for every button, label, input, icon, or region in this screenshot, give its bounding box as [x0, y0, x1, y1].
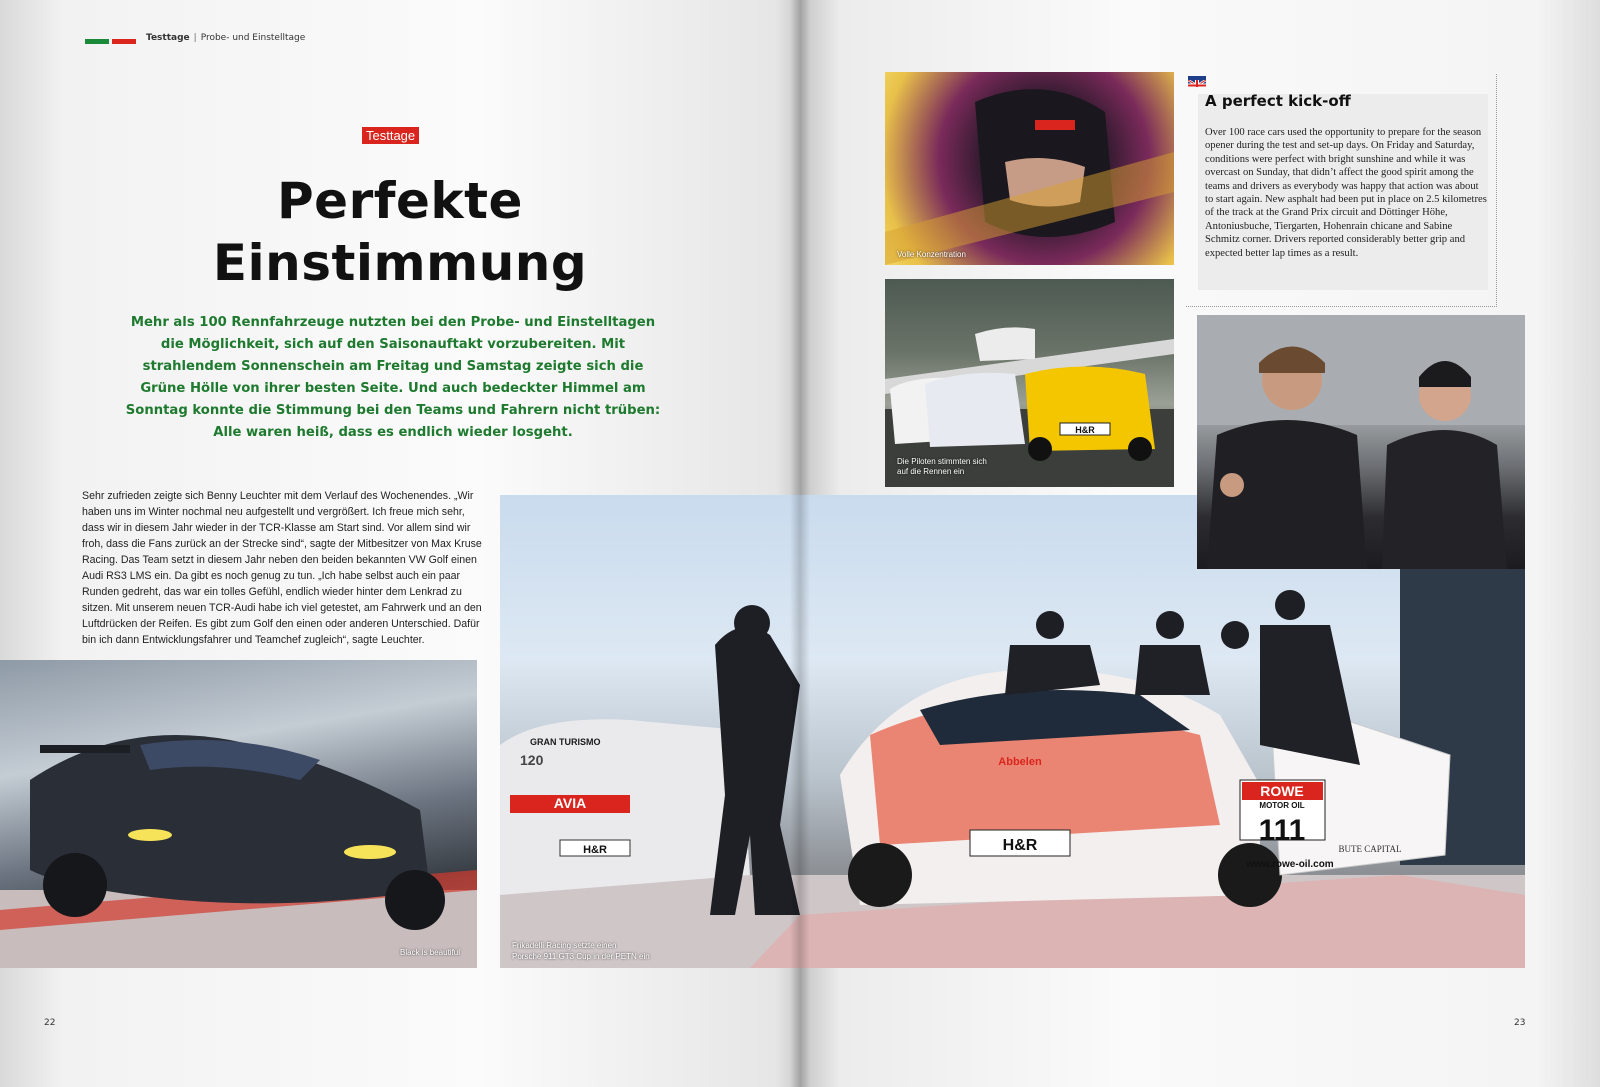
headline-line-2: Einstimmung: [212, 234, 588, 292]
subsection-label: Probe- und Einstelltage: [200, 33, 306, 43]
headline-line-1: Perfekte: [277, 172, 523, 230]
section-label: Testtage: [146, 33, 190, 43]
english-text: Over 100 race cars used the opportunity to prepare for the season opener during the test and set-up days. On Friday and Saturday, conditions were perfect with bright sunshine and while it was overcast on Sunday, that didn’t affect the good spirit among the teams and drivers as everybody was happy that action was about to start again. New asphalt had been put in place on 2.5 kilometres of the track at the Grand Prix circuit and Döttinger Höhe, Antoniusbuche, Tiergarten, Hohenrain chicane and Sabine Schmitz corner. Drivers reported considerably better grip and expected better lap times as a result.: [1205, 127, 1487, 259]
yellow-car-hr-plate: H&R: [1075, 425, 1095, 435]
rowe-url-text: www.rowe-oil.com: [1246, 859, 1334, 870]
flag-stripe-green: [85, 39, 109, 44]
article-headline: [170, 170, 630, 294]
black-race-car-illustration: [0, 660, 477, 968]
article-body: Sehr zufrieden zeigte sich Benny Leuchter mit dem Verlauf des Wochenendes. „Wir haben uns im Winter nochmal neu aufgestellt und vergrößert. Ich freue mich sehr, dass wir in diesem Jahr wieder in der TCR-Klasse am Start sind. Vor allem sind wir froh, dass die Fans zurück an der Strecke sind“, sagte der Mitbesitzer von Max Kruse Racing. Das Team setzt in diesem Jahr neben den beiden bekannten VW Golf einen Audi RS3 LMS ein. Da gibt es noch genug zu tun. „Ich habe selbst auch ein paar Runden gedreht, das war ein tolles Gefühl, endlich wieder hinter dem Lenkrad zu sitzen. Mit unserem neuen TCR-Audi habe ich viel getestet, am Fahrwerk und an den Luftdrücken der Reifen. Es gibt zum Golf den einen oder anderen Unterschied. Dafür bin ich dann Entwicklungsfahrer und Teamchef zugleich“, sagte Leuchter.: [82, 490, 482, 646]
left-car-hr-plate: H&R: [583, 844, 607, 856]
motor-oil-text: MOTOR OIL: [1259, 801, 1305, 810]
main-car-hr-plate: H&R: [1002, 837, 1038, 854]
caption-ktm: Black is beautiful: [400, 948, 461, 957]
driver-helmet-illustration: [885, 72, 1174, 265]
caption-cars-line-1: Die Piloten stimmten sich: [897, 457, 987, 466]
uk-flag-icon: [1188, 76, 1206, 87]
running-head-separator: |: [193, 33, 197, 43]
caption-pit-line-1: Frikadelli Racing setzte einen: [512, 941, 617, 950]
avia-logo-text: AVIA: [553, 795, 587, 811]
team-members-illustration: [1197, 315, 1525, 569]
photo-team-members: [1197, 315, 1525, 569]
car-number-111: 111: [1258, 814, 1306, 847]
kicker-badge: Testtage: [362, 127, 419, 144]
article-intro: Mehr als 100 Rennfahrzeuge nutzten bei den Probe- und Einstelltagen die Möglichkeit, sich auf den Saisonauftakt vorzubereiten. Mit strahlendem Sonnenschein am Freitag und Samstag zeigte sich die Grüne Hölle von ihrer besten Seite. Und auch bedeckter Himmel am Sonntag konnte die Stimmung bei den Teams und Fahrern nicht trüben: Alle waren heiß, dass es endlich wieder losgeht.: [125, 315, 661, 440]
caption-pit-line-2: Porsche 911 GT3 Cup in der PETN ein: [512, 952, 650, 961]
photo-race-cars-track: [885, 279, 1174, 487]
english-title: A perfect kick-off: [1205, 92, 1351, 110]
flag-stripe-red: [112, 39, 136, 44]
left-car-number: 120: [520, 752, 544, 768]
page-number-left: 22: [44, 1018, 56, 1028]
photo-black-race-car: [0, 660, 477, 968]
main-car-abbelen-text: Abbelen: [998, 756, 1042, 768]
caption-cars-line-2: auf die Rennen ein: [897, 467, 965, 476]
page-number-right: 23: [1514, 1018, 1526, 1028]
rowe-logo-text: ROWE: [1260, 783, 1304, 799]
running-head: [146, 33, 305, 43]
race-cars-illustration: [885, 279, 1174, 487]
caption-helmet: Volle Konzentration: [897, 250, 966, 259]
photo-driver-helmet: [885, 72, 1174, 265]
bute-capital-text: BUTE CAPITAL: [1338, 844, 1402, 854]
left-car-gran-turismo: GRAN TURISMO: [530, 737, 601, 747]
